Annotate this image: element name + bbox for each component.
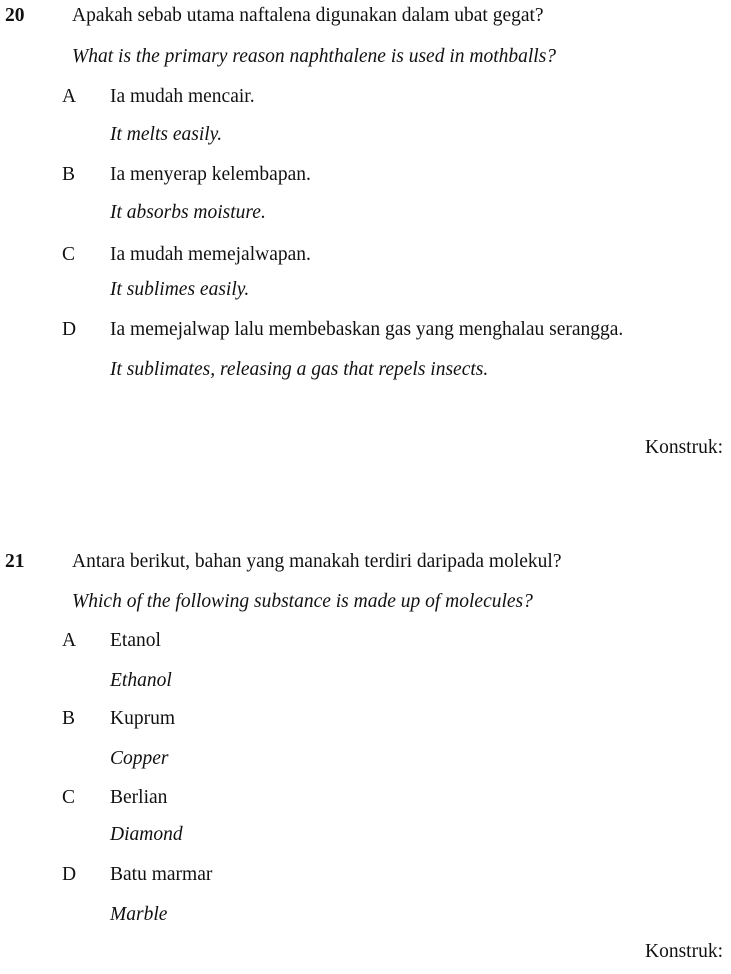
option-letter: D <box>62 319 77 340</box>
option-text-english: Marble <box>110 904 168 925</box>
option-text-malay: Etanol <box>110 630 161 651</box>
option-letter: B <box>62 164 76 185</box>
option-text-english: Diamond <box>110 824 183 845</box>
option-text-english: Copper <box>110 748 169 769</box>
option-text-english: It absorbs moisture. <box>110 202 266 223</box>
option-text-malay: Berlian <box>110 787 168 808</box>
option-text-malay: Batu marmar <box>110 864 213 885</box>
option-text-english: It sublimes easily. <box>110 279 250 300</box>
question-number: 20 <box>5 5 25 26</box>
option-text-malay: Ia memejalwap lalu membebaskan gas yang menghalau serangga. <box>110 319 624 340</box>
option-letter: C <box>62 787 76 808</box>
construct-label: Konstruk: <box>645 941 723 962</box>
option-text-malay: Kuprum <box>110 708 175 729</box>
option-text-english: Ethanol <box>110 670 172 691</box>
option-letter: D <box>62 864 77 885</box>
question-text-malay: Antara berikut, bahan yang manakah terdiri daripada molekul? <box>72 551 562 572</box>
option-letter: B <box>62 708 76 729</box>
option-text-english: It sublimates, releasing a gas that repels insects. <box>110 359 489 380</box>
option-letter: C <box>62 244 76 265</box>
option-text-english: It melts easily. <box>110 124 223 145</box>
option-text-malay: Ia mudah mencair. <box>110 86 255 107</box>
construct-label: Konstruk: <box>645 437 723 458</box>
option-text-malay: Ia menyerap kelembapan. <box>110 164 311 185</box>
question-text-english: What is the primary reason naphthalene is used in mothballs? <box>72 46 557 67</box>
question-text-malay: Apakah sebab utama naftalena digunakan dalam ubat gegat? <box>72 5 544 26</box>
option-letter: A <box>62 630 77 651</box>
question-number: 21 <box>5 551 25 572</box>
option-letter: A <box>62 86 77 107</box>
option-text-malay: Ia mudah memejalwapan. <box>110 244 311 265</box>
question-text-english: Which of the following substance is made up of molecules? <box>72 591 533 612</box>
